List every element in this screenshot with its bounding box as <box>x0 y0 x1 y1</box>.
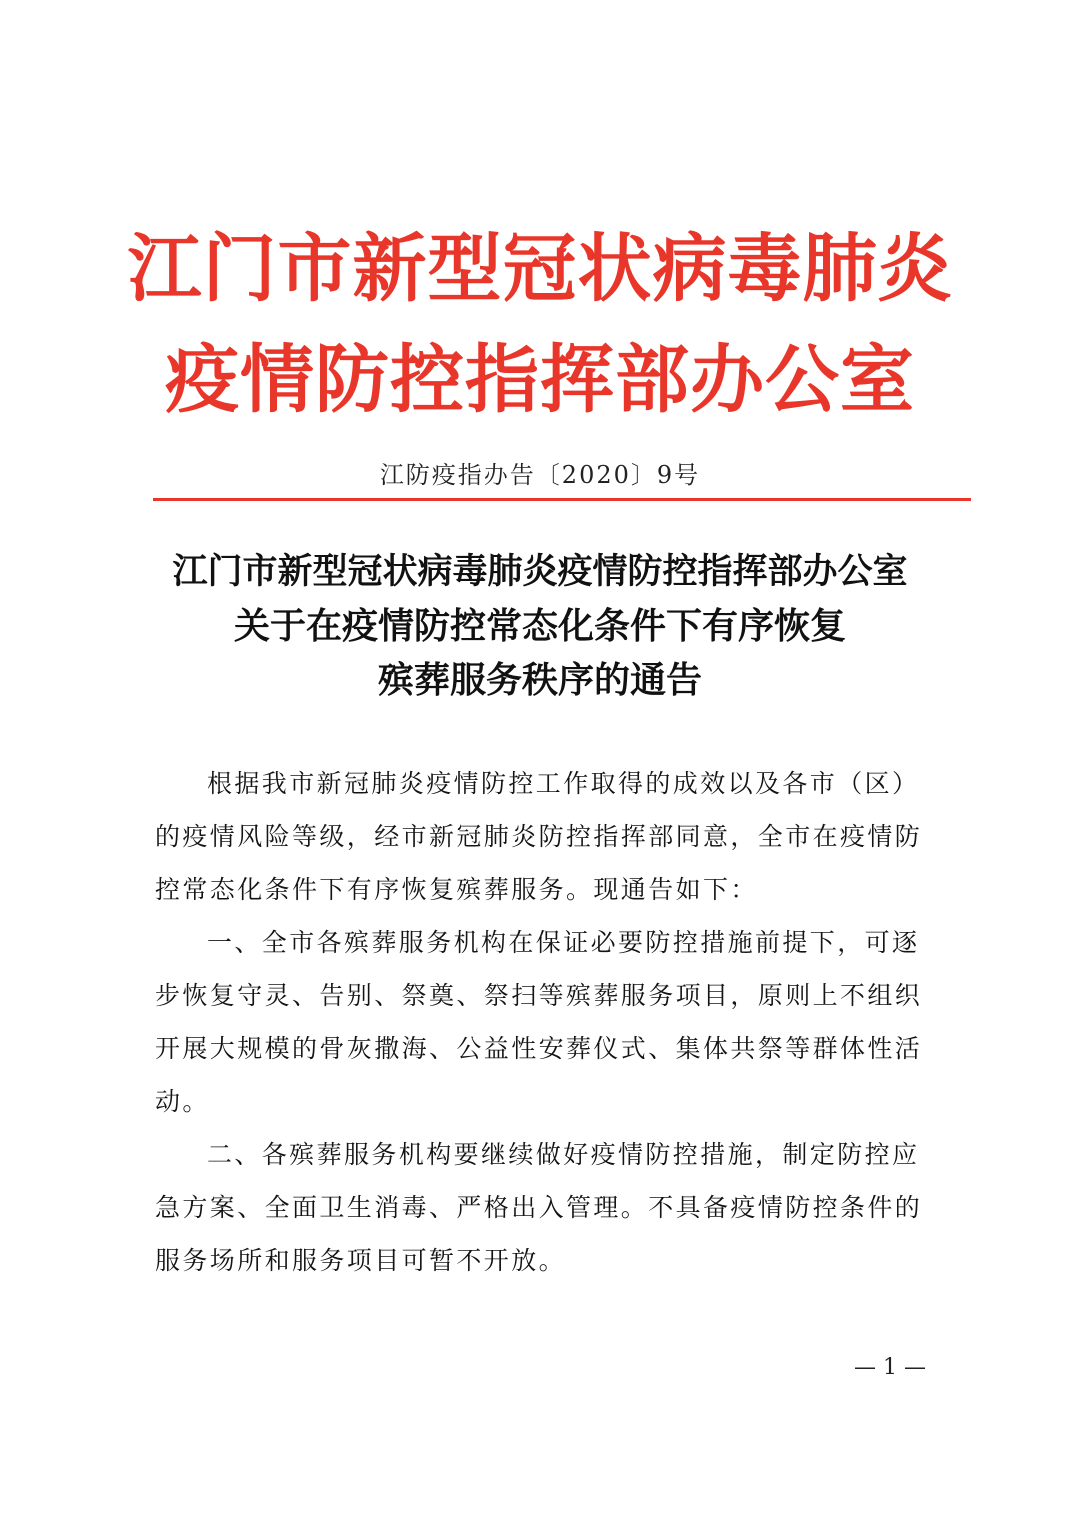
text-line: 服务场所和服务项目可暂不开放。 <box>155 1246 567 1275</box>
text-line: 动。 <box>155 1087 210 1116</box>
notice-title-line-2: 关于在疫情防控常态化条件下有序恢复 <box>233 605 846 647</box>
body-paragraph-item-2 <box>155 1128 925 1287</box>
text-line: 一、全市各殡葬服务机构在保证必要防控措施前提下，可逐 <box>207 928 920 957</box>
notice-title-line-3: 殡葬服务秩序的通告 <box>377 659 702 701</box>
text-line: 控常态化条件下有序恢复殡葬服务。现通告如下： <box>155 875 758 904</box>
text-line: 的疫情风险等级，经市新冠肺炎防控指挥部同意，全市在疫情防 <box>155 822 923 851</box>
body-paragraph-intro <box>155 757 925 916</box>
body-paragraph-item-1 <box>155 916 925 1128</box>
text-line: 二、各殡葬服务机构要继续做好疫情防控措施，制定防控应 <box>207 1140 920 1169</box>
text-line: 步恢复守灵、告别、祭奠、祭扫等殡葬服务项目，原则上不组织 <box>155 981 923 1010</box>
text-line: 根据我市新冠肺炎疫情防控工作取得的成效以及各市（区） <box>207 769 920 798</box>
issuer-header-line-2: 疫情防控指挥部办公室 <box>165 337 915 423</box>
text-line: 开展大规模的骨灰撒海、公益性安葬仪式、集体共祭等群体性活 <box>155 1034 923 1063</box>
document-number: 江防疫指办告〔2020〕9号 <box>379 461 701 489</box>
notice-title-line-1: 江门市新型冠状病毒肺炎疫情防控指挥部办公室 <box>172 551 908 592</box>
text-line: 急方案、全面卫生消毒、严格出入管理。不具备疫情防控条件的 <box>155 1193 923 1222</box>
issuer-header-line-1: 江门市新型冠状病毒肺炎 <box>127 226 953 312</box>
header-divider <box>153 498 971 501</box>
page-number: — 1 — <box>854 1355 926 1380</box>
